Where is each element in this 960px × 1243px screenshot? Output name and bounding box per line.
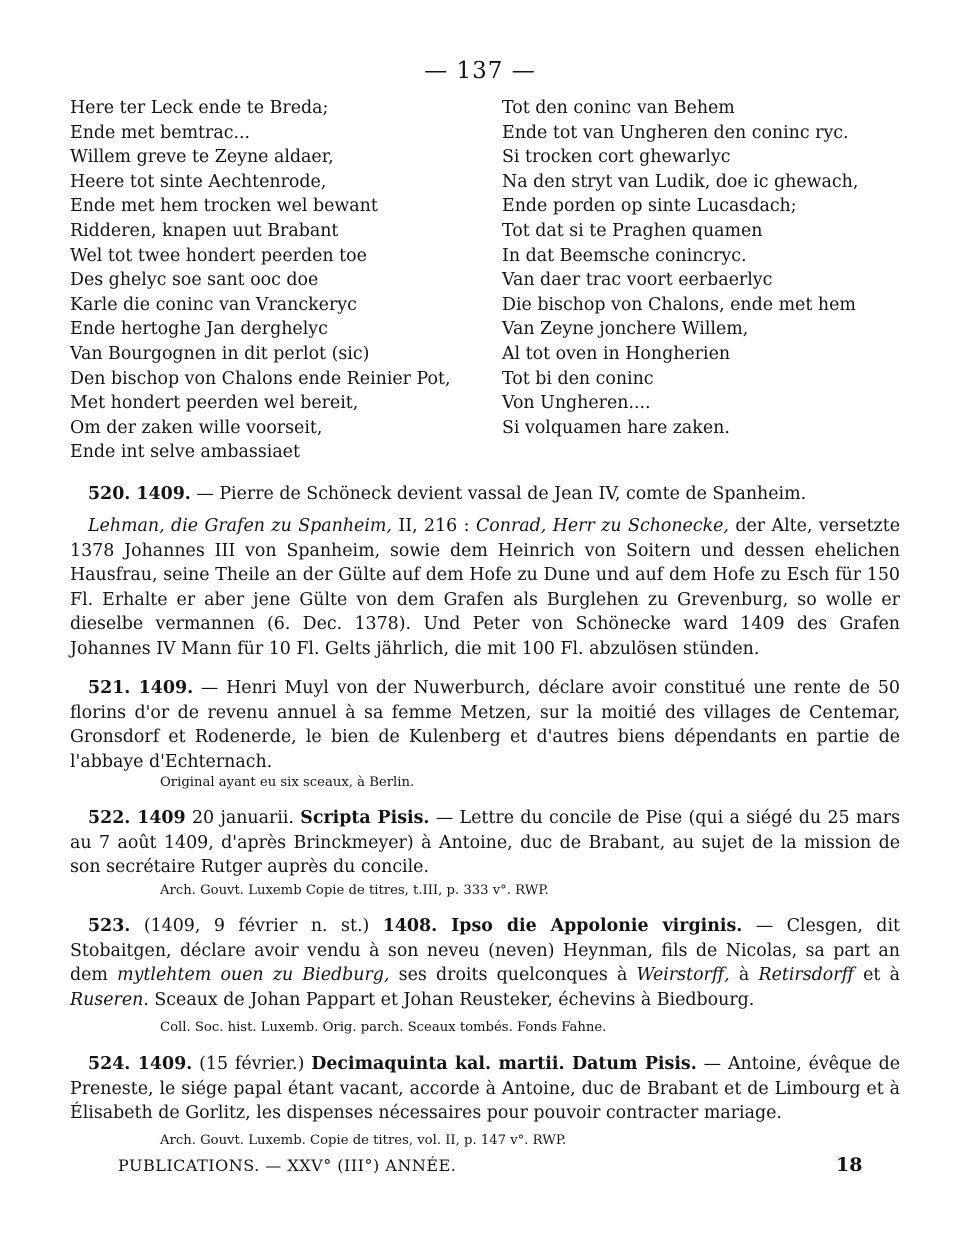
entry-520 (70, 482, 900, 507)
footer-sheet-number: 18 (836, 1154, 863, 1176)
entry-number: 521. 1409. (88, 678, 194, 698)
reference-text: der Alte, versetzte 1378 Johannes III von Spanheim, sowie dem Heinrich von Soitern und dessen ehelichen Hausfrau, seine Theile an der Gülte auf dem Hofe zu Dune und auf dem Hofe zu Esch für 150 Fl. Erhalte er aber jene Gülte von dem Grafen als Burglehen zu Grevenburg, so wolle er dieselbe vermannen (6. Dec. 1378). Und Peter von Schönecke ward 1409 des Grafen Johannes IV Mann für 10 Fl. Gelts jährlich, die mit 100 Fl. abzulösen stünden. (70, 516, 900, 659)
entry-number: 520. 1409. (88, 484, 191, 504)
verse-line: Ridderen, knapen uut Brabant (70, 220, 339, 241)
verse-line: Tot dat si te Praghen quamen (502, 220, 763, 241)
verse-line: Al tot oven in Hongherien (502, 343, 731, 364)
verse-line: Met hondert peerden wel bereit, (70, 393, 359, 414)
entry-title: Scripta Pisis. (300, 808, 430, 828)
reference-name: Conrad, Herr zu Schonecke, (475, 516, 729, 536)
verse-line: Den bischop von Chalons ende Reinier Pot, (70, 368, 451, 389)
entry-number: 522. 1409 (88, 808, 186, 828)
entry-text: et à (853, 965, 900, 985)
entry-522 (70, 806, 900, 880)
entry-number: 524. 1409. (88, 1054, 193, 1074)
reference-text: II, 216 : (391, 516, 476, 536)
verse-line: In dat Beemsche conincryc. (502, 245, 747, 266)
verse-line: Wel tot twee hondert peerden toe (70, 245, 367, 266)
entry-text: — Antoine, évêque de Preneste, le siége papal étant vacant, accorde à Antoine, duc de Brabant et de Limbourg et à Élisabeth de Gorlitz, les dispenses nécessaires pour pouvoir contracter mariage. (70, 1054, 900, 1123)
entry-date: (1409, 9 février n. st.) (130, 916, 383, 936)
verse-line: Si volquamen hare zaken. (502, 417, 730, 438)
verse-line: Van Bourgognen in dit perlot (sic) (70, 343, 370, 364)
entry-524-source: Arch. Gouvt. Luxemb. Copie de titres, vol. II, p. 147 v°. RWP. (160, 1133, 567, 1148)
footer-publication: PUBLICATIONS. — XXV° (III°) ANNÉE. (118, 1156, 457, 1175)
entry-text: — Henri Muyl von der Nuwerburch, déclare avoir constitué une rente de 50 florins d'or de revenu annuel à sa femme Metzen, sur la moitié des villages de Centemar, Gronsdorf et Rodenerde, le bien de Kulenberg et d'autres biens dépendants en partie de l'abbaye d'Echternach. (70, 678, 900, 772)
place-name: Weirstorff, (636, 965, 730, 985)
verse-line: Willem greve te Zeyne aldaer, (70, 147, 334, 168)
entry-date: 20 januarii. (185, 808, 301, 828)
entry-523 (70, 914, 900, 1012)
place-name: Ruseren. (70, 989, 149, 1010)
entry-title: Ipso die Appolonie virginis. (437, 916, 743, 936)
entry-year: 1408. (382, 916, 438, 936)
verse-line: Here ter Leck ende te Breda; (70, 98, 329, 118)
place-name: Retirsdorff (758, 965, 854, 985)
entry-text: — Clesgen, dit Stobaitgen, déclare avoir vendu à son neveu (neven) Heynman, fils de Nicolas, sa part an dem (70, 916, 900, 985)
verse-line: Si trocken cort ghewarlyc (502, 147, 731, 168)
verse-line: Des ghelyc soe sant ooc doe (70, 270, 319, 291)
verse-line: Die bischop von Chalons, ende met hem (502, 294, 856, 315)
entry-title: Decimaquinta kal. martii. Datum Pisis. (311, 1054, 697, 1074)
verse-line: Ende hertoghe Jan derghelyc (70, 319, 328, 340)
entry-number: 523. (88, 916, 131, 936)
entry-524 (70, 1052, 900, 1126)
entry-520-reference (70, 514, 900, 661)
verse-line: Tot bi den coninc (502, 368, 654, 389)
entry-521 (70, 676, 900, 774)
verse-line: Ende int selve ambassiaet (70, 442, 300, 463)
page-number: — 137 — (424, 58, 536, 84)
verse-line: Na den stryt van Ludik, doe ic ghewach, (502, 171, 859, 192)
entry-text: à (729, 965, 759, 985)
entry-522-source: Arch. Gouvt. Luxemb Copie de titres, t.III, p. 333 v°. RWP. (160, 883, 549, 898)
verse-line: Heere tot sinte Aechtenrode, (70, 171, 327, 192)
verse-line: Von Ungheren.... (502, 393, 651, 414)
verse-line: Van daer trac voort eerbaerlyc (502, 270, 773, 291)
verse-line: Ende met bemtrac... (70, 122, 251, 143)
verse-left-column (70, 96, 451, 465)
verse-line: Om der zaken wille voorseit, (70, 417, 323, 438)
verse-line: Ende tot van Ungheren den coninc ryc. (502, 122, 849, 143)
entry-523-source: Coll. Soc. hist. Luxemb. Orig. parch. Sceaux tombés. Fonds Fahne. (160, 1020, 607, 1035)
entry-text: ses droits quelconques à (389, 965, 637, 985)
entry-date: (15 février.) (192, 1054, 312, 1074)
entry-text: — Lettre du concile de Pise (qui a siégé du 25 mars au 7 août 1409, d'après Brinckmeyer) à Antoine, duc de Brabant, au sujet de la mission de son secrétaire Rutger auprès du concile. (70, 808, 901, 877)
verse-line: Karle die coninc van Vranckeryc (70, 294, 357, 315)
entry-summary: — Pierre de Schöneck devient vassal de Jean IV, comte de Spanheim. (190, 484, 807, 504)
place-name: mytlehtem ouen zu Biedburg, (117, 965, 390, 985)
verse-line: Tot den coninc van Behem (502, 98, 735, 118)
entry-521-source: Original ayant eu six sceaux, à Berlin. (160, 775, 415, 790)
verse-line: Van Zeyne jonchere Willem, (502, 319, 749, 340)
verse-line: Ende met hem trocken wel bewant (70, 196, 378, 217)
verse-line: Ende porden op sinte Lucasdach; (502, 196, 797, 217)
reference-title: Lehman, die Grafen zu Spanheim, (88, 516, 392, 536)
entry-text: Sceaux de Johan Pappart et Johan Reusteker, échevins à Biedbourg. (148, 989, 755, 1010)
verse-right-column (502, 96, 858, 440)
